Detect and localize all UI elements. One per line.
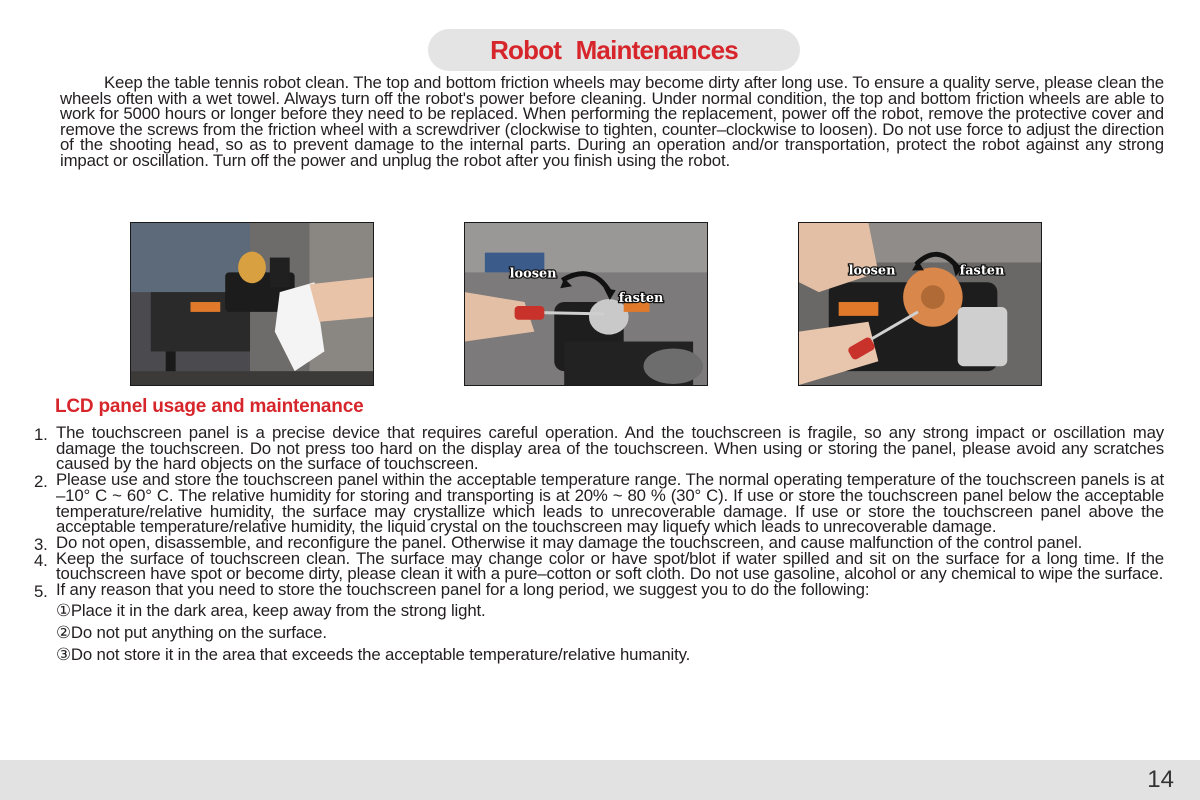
list-number: 4. bbox=[34, 550, 48, 570]
lcd-maintenance-list bbox=[30, 425, 1164, 666]
list-item bbox=[30, 472, 1164, 535]
list-item bbox=[30, 582, 1164, 666]
list-number: 1. bbox=[34, 425, 48, 444]
list-item-text: The touchscreen panel is a precise device that requires careful operation. And the touchscreen is fragile, so any strong impact or oscillation may damage the touchscreen. Do not press too hard on the display area of the touchscreen. When using or storing the panel, please avoid any scratches caused by the hard objects on the surface of touchscreen. bbox=[56, 423, 1164, 474]
fasten-label: fasten bbox=[959, 263, 1005, 279]
loosen-label: loosen bbox=[509, 266, 557, 282]
list-number: 2. bbox=[34, 472, 48, 492]
photo-cleaning-wheel bbox=[130, 222, 374, 386]
list-item bbox=[30, 425, 1164, 472]
page-number: 14 bbox=[1147, 766, 1174, 793]
list-item-text: Please use and store the touchscreen panel within the acceptable temperature range. The normal operating temperature of the touchscreen panels is at –10° C ~ 60° C. The relative humidity for storing and transporting is at 20% ~ 80 % (30° C). If use or store the touchscreen panel below the acceptable temperature/relative humidity, the surface may crystallize which leads to unrecoverable damage. If use or store the touchscreen panel above the acceptable temperature/relative humidity, the liquid crystal on the touchscreen may liquefy which leads to unrecoverable damage. bbox=[56, 470, 1164, 537]
list-item-text: If any reason that you need to store the touchscreen panel for a long period, we suggest you to do the following: bbox=[56, 580, 870, 600]
sub-item: ①Place it in the dark area, keep away from the strong light. bbox=[56, 600, 486, 620]
sub-item: ③Do not store it in the area that exceeds the acceptable temperature/relative humanity. bbox=[56, 644, 691, 664]
footer-bar bbox=[0, 760, 1200, 800]
photo-screwdriver-wheel-image bbox=[799, 223, 1041, 385]
loosen-label: loosen bbox=[848, 263, 896, 279]
title-pill bbox=[428, 29, 800, 71]
photo-screwdriver-side bbox=[464, 222, 708, 386]
photo-screwdriver-side-image bbox=[465, 223, 707, 385]
photo-screwdriver-wheel bbox=[798, 222, 1042, 386]
page-title: Robot Maintenances bbox=[490, 34, 738, 65]
lcd-section-heading: LCD panel usage and maintenance bbox=[55, 396, 364, 417]
fasten-label: fasten bbox=[618, 291, 664, 307]
sub-item: ②Do not put anything on the surface. bbox=[56, 622, 327, 642]
list-item-text: Keep the surface of touchscreen clean. The surface may change color or have spot/blot if water spilled and sit on the surface for a long time. If the touchscreen have spot or become dirty, please clean it with a pure–cotton or soft cloth. Do not use gasoline, alcohol or any chemical to wipe the surface. bbox=[56, 548, 1164, 584]
list-item-text: Do not open, disassemble, and reconfigure the panel. Otherwise it may damage the touchscreen, and cause malfunction of the control panel. bbox=[56, 532, 1083, 552]
list-item bbox=[30, 548, 1164, 584]
list-number: 5. bbox=[34, 582, 48, 602]
photo-cleaning-wheel-image bbox=[131, 223, 373, 385]
intro-paragraph: Keep the table tennis robot clean. The top and bottom friction wheels may become dirty after long use. To ensure a quality serve, please clean the wheels often with a wet towel. Always turn off the robot's power before cleaning. Under normal condition, the top and bottom friction wheels are able to work for 5000 hours or longer before they need to be replaced. When performing the replacement, power off the robot, remove the protective cover and remove the screws from the friction wheel with a screwdriver (clockwise to tighten, counter–clockwise to loosen). Do not use force to adjust the direction of the shooting head, so as to prevent damage to the internal parts. During an operation and/or transportation, protect the robot against any strong impact or oscillation. Turn off the power and unplug the robot after you finish using the robot. bbox=[60, 73, 1164, 170]
list-number: 3. bbox=[34, 534, 48, 554]
